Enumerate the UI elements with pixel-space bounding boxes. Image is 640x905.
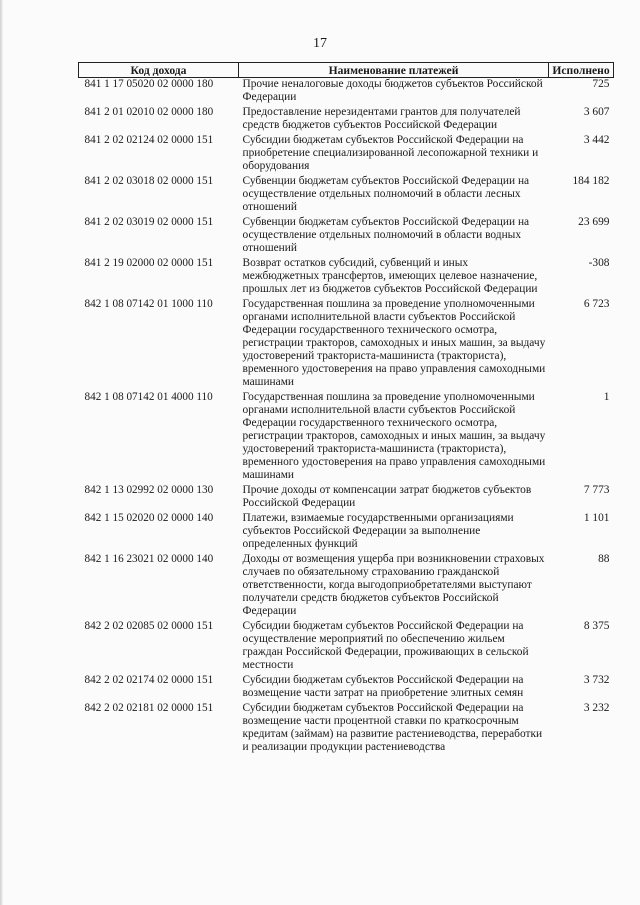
table-row [79,674,614,702]
row-value: 88 [598,553,610,565]
header-value: Исполнено [549,63,614,78]
table-row [79,702,614,756]
row-value: 6 723 [583,298,610,310]
table-row [79,134,614,175]
table-row [79,553,614,620]
row-code: 842 1 16 23021 02 0000 140 [84,553,214,565]
row-code: 841 2 19 02000 02 0000 151 [84,257,214,269]
row-name: Предоставление нерезидентами грантов для получателей средств бюджетов субъектов Российской Федерации [242,106,521,131]
header-code: Код дохода [79,63,239,78]
row-name: Прочие доходы от компенсации затрат бюджетов субъектов Российской Федерации [242,484,532,509]
row-name: Возврат остатков субсидий, субвенций и иных межбюджетных трансфертов, имеющих целевое назначение, прошлых лет из бюджетов субъектов Российской Федерации [242,257,538,295]
row-value: 3 732 [583,674,610,686]
row-code: 841 2 01 02010 02 0000 180 [84,106,214,118]
row-name: Субсидии бюджетам субъектов Российской Федерации на осуществление мероприятий по обеспечению жильем граждан Российской Федерации, проживающих в сельской местности [242,620,529,671]
row-code: 842 1 08 07142 01 4000 110 [84,391,213,403]
row-name: Субсидии бюджетам субъектов Российской Федерации на возмещение части процентной ставки по краткосрочным кредитам (займам) на развитие растениеводства, переработки и реализации продукции растениеводства [242,702,543,753]
row-code: 842 2 02 02181 02 0000 151 [84,702,214,714]
row-name: Субвенции бюджетам субъектов Российской Федерации на осуществление отдельных полномочий в области лесных отношений [242,175,530,213]
row-name: Прочие неналоговые доходы бюджетов субъектов Российской Федерации [242,78,543,103]
row-code: 842 1 15 02020 02 0000 140 [84,512,214,524]
table-row [79,391,614,484]
row-value: 3 442 [583,134,610,146]
row-code: 842 1 13 02992 02 0000 130 [84,484,214,496]
row-name: Платежи, взимаемые государственными организациями субъектов Российской Федерации за выполнение определенных функций [242,512,514,550]
row-code: 841 2 02 03018 02 0000 151 [84,175,214,187]
table-row [79,484,614,512]
row-value: 8 375 [583,620,610,632]
table-row [79,298,614,391]
row-value: -308 [588,257,610,269]
revenue-table [78,62,614,756]
row-code: 842 2 02 02085 02 0000 151 [84,620,214,632]
table-row [79,78,614,107]
table-row [79,620,614,674]
table-row [79,175,614,216]
table-row [79,216,614,257]
row-code: 841 2 02 02124 02 0000 151 [84,134,214,146]
row-value: 725 [592,78,610,90]
row-name: Государственная пошлина за проведение уполномоченными органами исполнительной власти субъектов Российской Федерации государственного технического осмотра, регистрации тракторов, самоходных и иных машин, за выдачу удостоверений тракториста-машиниста (тракториста), временного удостоверения на право управления самоходными машинами [242,391,546,481]
table-row [79,257,614,298]
row-code: 841 1 17 05020 02 0000 180 [84,78,214,90]
table-header-row [79,63,614,78]
row-value: 23 699 [578,216,610,228]
row-value: 184 182 [572,175,610,187]
table-row [79,106,614,134]
row-value: 3 607 [583,106,610,118]
row-name: Государственная пошлина за проведение уполномоченными органами исполнительной власти субъектов Российской Федерации государственного технического осмотра, регистрации тракторов, самоходных и иных машин, за выдачу удостоверений тракториста-машиниста (тракториста), временного удостоверения на право управления самоходными машинами [242,298,546,388]
row-code: 841 2 02 03019 02 0000 151 [84,216,214,228]
page-number: 17 [313,36,327,51]
row-name: Субсидии бюджетам субъектов Российской Федерации на приобретение специализированной лесопожарной техники и оборудования [242,134,539,172]
row-value: 1 101 [583,512,610,524]
row-value: 3 232 [583,702,610,714]
row-value: 1 [603,391,610,403]
scan-edge [0,0,3,905]
header-name: Наименование платежей [239,63,549,78]
table-row [79,512,614,553]
row-code: 842 2 02 02174 02 0000 151 [84,674,214,686]
row-value: 7 773 [583,484,610,496]
row-name: Субсидии бюджетам субъектов Российской Федерации на возмещение части затрат на приобретение элитных семян [242,674,524,699]
row-code: 842 1 08 07142 01 1000 110 [84,298,213,310]
row-name: Доходы от возмещения ущерба при возникновении страховых случаев по обязательному страхованию гражданской ответственности, когда выгодоприобретателями выступают получатели средств бюджетов субъектов Российской Федерации [242,553,545,617]
row-name: Субвенции бюджетам субъектов Российской Федерации на осуществление отдельных полномочий в области водных отношений [242,216,530,254]
